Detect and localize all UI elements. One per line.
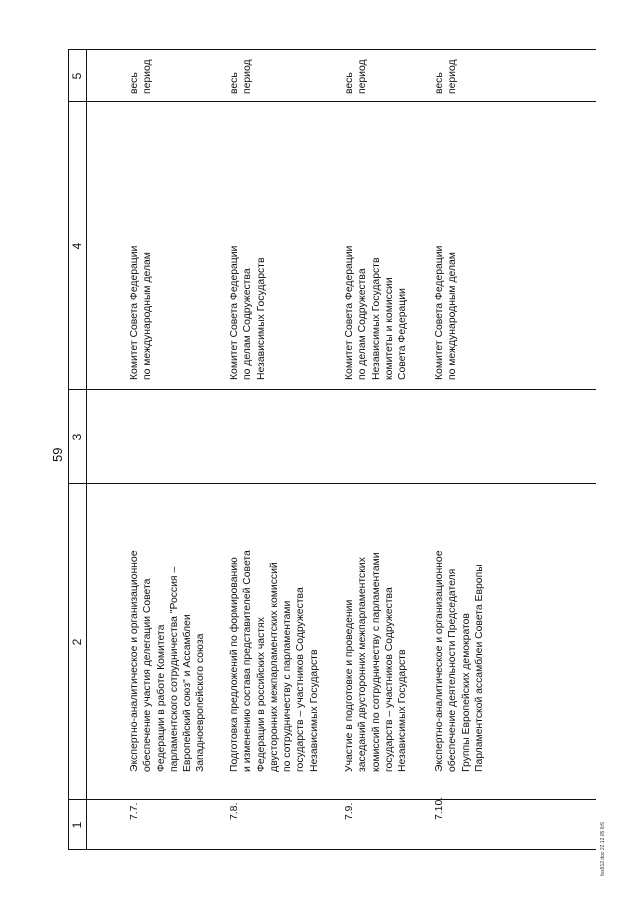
activity-text: Участие в подготовке и проведении заседаний двусторонних межпарламентских комиссий по сотрудничеству с парламентами государств – участников Содружества Независимых Государств (344, 552, 409, 772)
responsible-text: Комитет Совета Федерации по международным делам (129, 245, 154, 380)
period-text: весь период (229, 59, 254, 94)
period-text: весь период (434, 59, 459, 94)
column-header: 5 (70, 72, 84, 80)
column-header: 2 (70, 638, 84, 646)
column-header: 4 (70, 242, 84, 250)
row-number: 7.8. (229, 802, 240, 820)
row-number: 7.9. (344, 802, 355, 820)
period-text: весь период (129, 59, 154, 94)
activity-text: Подготовка предложений по формированию и изменению состава представителей Совета Федерации в российских частях двусторонних межпарламентских комиссий по сотрудничеству с парламентами государств – участников Содружества Независимых Государств (229, 550, 320, 772)
responsible-text: Комитет Совета Федерации по международным делам (434, 245, 459, 380)
activity-text: Экспертно-аналитическое и организационное обеспечение участия делегации Совета Федерации в работе Комитета парламентского сотрудничества "Россия – Европейский союз" и Ассамблеи Западноевропейского союза (129, 550, 207, 772)
file-footer: fes912.doc 22.12.05 6r5 (600, 822, 606, 876)
period-text: весь период (344, 59, 369, 94)
page-number: 59 (50, 447, 65, 462)
column-header: 1 (70, 821, 84, 829)
plan-table (68, 50, 596, 850)
responsible-text: Комитет Совета Федерации по делам Содружества Независимых Государств (229, 245, 267, 380)
row-number: 7.10. (434, 796, 445, 820)
row-number: 7.7. (129, 802, 140, 820)
responsible-text: Комитет Совета Федерации по делам Содружества Независимых Государств комитеты и комиссии Совета Федерации (344, 245, 409, 380)
activity-text: Экспертно-аналитическое и организационное обеспечение деятельности Председателя Группы Европейских демократов Парламентской ассамблеи Совета Европы (434, 550, 485, 772)
column-header: 3 (70, 433, 84, 441)
